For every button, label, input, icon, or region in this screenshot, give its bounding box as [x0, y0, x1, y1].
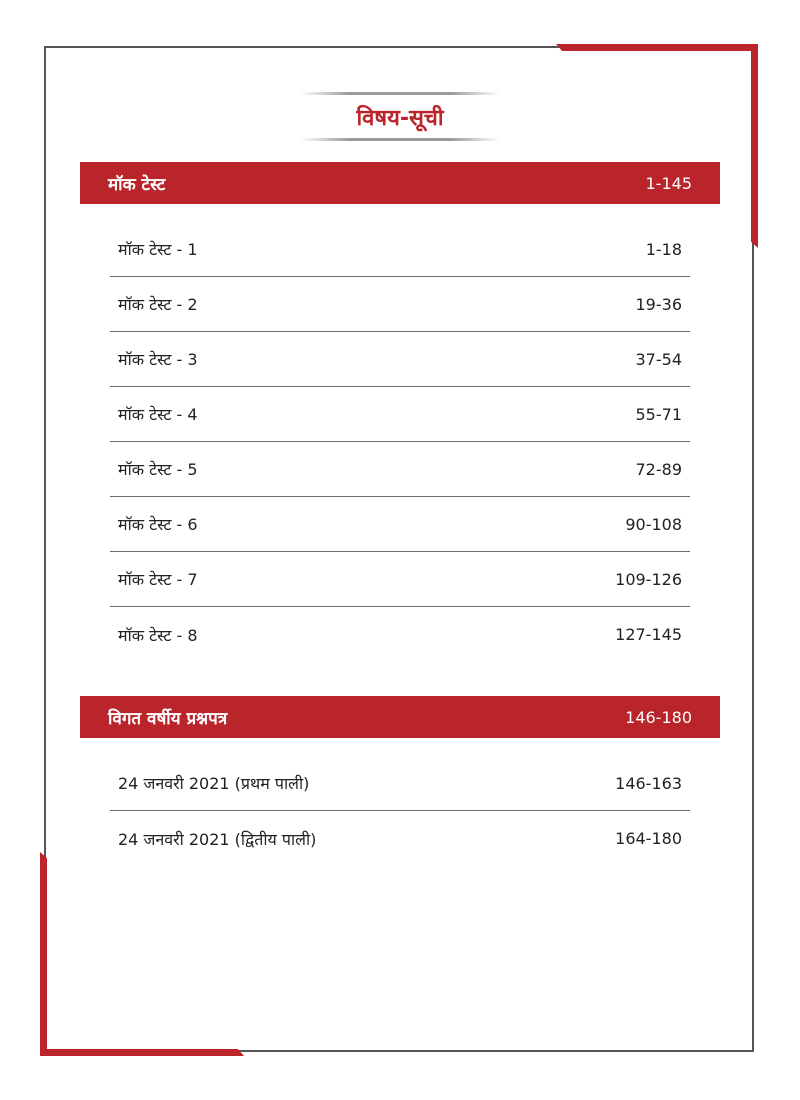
entry-label: 24 जनवरी 2021 (प्रथम पाली)	[118, 774, 310, 793]
entry-pages: 19-36	[635, 294, 682, 314]
entry-label: मॉक टेस्ट - 2	[118, 295, 198, 314]
corner-accent-top-right	[556, 44, 758, 51]
entry-label: मॉक टेस्ट - 7	[118, 570, 198, 589]
entry-pages: 164-180	[615, 829, 682, 848]
corner-accent-bottom-left	[40, 1049, 244, 1056]
mock-test-list	[110, 222, 690, 662]
entry-label: मॉक टेस्ट - 4	[118, 405, 198, 424]
toc-entry[interactable]	[110, 222, 690, 277]
toc-entry[interactable]	[110, 552, 690, 607]
toc-entry[interactable]	[110, 332, 690, 387]
section-header-mock-tests[interactable]	[80, 162, 720, 204]
title-block	[300, 90, 500, 146]
entry-label: मॉक टेस्ट - 5	[118, 460, 198, 479]
section-page-range: 146-180	[625, 707, 692, 727]
entry-label: मॉक टेस्ट - 3	[118, 350, 198, 369]
page-title: विषय-सूची	[356, 106, 444, 131]
entry-pages: 72-89	[635, 459, 682, 479]
corner-accent-top-right-vertical	[751, 44, 758, 248]
entry-label: मॉक टेस्ट - 6	[118, 515, 198, 534]
corner-accent-bottom-left-vertical	[40, 852, 47, 1056]
entry-label: मॉक टेस्ट - 1	[118, 240, 198, 259]
title-rule-bottom	[300, 138, 500, 141]
previous-papers-list	[110, 756, 690, 866]
section-page-range: 1-145	[645, 173, 692, 193]
entry-pages: 109-126	[615, 569, 682, 589]
toc-entry[interactable]	[110, 756, 690, 811]
toc-entry[interactable]	[110, 387, 690, 442]
toc-entry[interactable]	[110, 277, 690, 332]
toc-entry[interactable]	[110, 497, 690, 552]
title-rule-top	[300, 92, 500, 95]
entry-pages: 1-18	[645, 239, 682, 259]
entry-pages: 55-71	[635, 404, 682, 424]
toc-entry[interactable]	[110, 811, 690, 866]
toc-entry[interactable]	[110, 607, 690, 662]
entry-pages: 37-54	[635, 349, 682, 369]
entry-label: 24 जनवरी 2021 (द्वितीय पाली)	[118, 829, 317, 849]
entry-pages: 146-163	[615, 773, 682, 793]
entry-label: मॉक टेस्ट - 8	[118, 625, 198, 645]
section-header-previous-papers[interactable]	[80, 696, 720, 738]
entry-pages: 127-145	[615, 625, 682, 644]
section-title: मॉक टेस्ट	[108, 174, 166, 195]
toc-entry[interactable]	[110, 442, 690, 497]
section-title: विगत वर्षीय प्रश्नपत्र	[108, 708, 228, 729]
entry-pages: 90-108	[625, 514, 682, 534]
